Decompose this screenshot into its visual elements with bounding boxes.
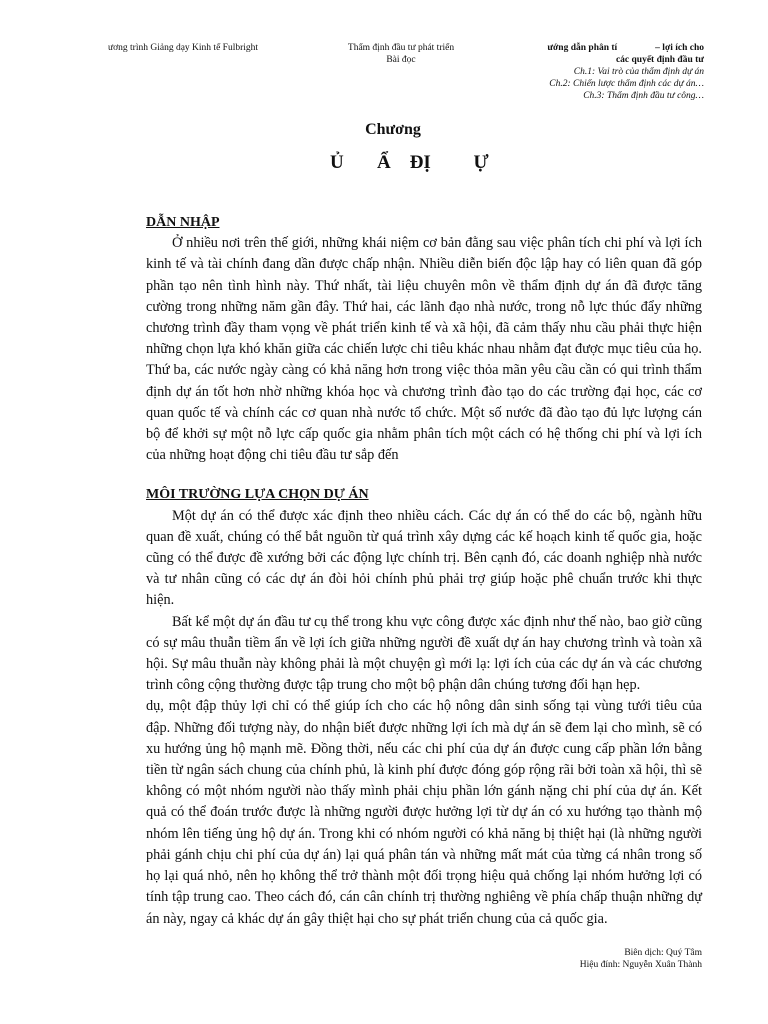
section-heading-environment: MÔI TRƯỜNG LỰA CHỌN DỰ ÁN [146, 487, 369, 503]
chapter-title: Ủ Ẩ ĐỊ Ự [330, 152, 489, 173]
footer-translator: Biên dịch: Quý Tâm [624, 948, 702, 958]
page-footer [580, 947, 702, 971]
header-course [342, 42, 460, 66]
header-document-info [547, 42, 704, 102]
header-chapter-2: Ch.2: Chiến lược thẩm định các dự án… [549, 79, 704, 89]
paragraph: Một dự án có thể được xác định theo nhiều cách. Các dự án có thể do các bộ, ngành hữu quan đề xuất, chúng có thể bắt nguồn từ quá trình xây dựng các kế hoạch kinh tế quốc gia, hoặc cũng có thể được đề xướng bởi các động lực chính trị. Bên cạnh đó, các doanh nghiệp nhà nước và tư nhân cũng có các dự án đòi hỏi chính phủ phải trợ giúp hoặc phê chuẩn trước khi thực hiện. [146, 507, 702, 609]
header-document-title: ướng dẫn phân tí – lợi ích cho [547, 43, 704, 53]
paragraph: Bất kể một dự án đầu tư cụ thể trong khu vực công được xác định như thế nào, bao giờ cũng có sự mâu thuẫn tiềm ẩn về lợi ích giữa những người đề xuất dự án hay chương trình và toàn xã hội. Sự mâu thuẫn này không phải là một chuyện gì mới lạ: lợi ích của các dự án và các chương trình công cộng thường được tập trung cho một bộ phận dân chúng tương đối hạn hẹp. [146, 613, 702, 694]
chapter-label: Chương [365, 121, 421, 138]
footer-editor: Hiệu đính: Nguyễn Xuân Thành [579, 960, 702, 970]
header-chapter-3: Ch.3: Thẩm định đầu tư công… [583, 91, 704, 101]
section-heading-intro: DẪN NHẬP [146, 215, 220, 230]
paragraph: dụ, một đập thủy lợi chỉ có thể giúp ích cho các hộ nông dân sinh sống tại vùng tưới tiêu của đập. Những đối tượng này, do nhận biết được những lợi ích mà dự án sẽ đem lại cho mình, sẽ có xu hướng ủng hộ mạnh mẽ. Đồng thời, nếu các chi phí của dự án được cung cấp phần lớn bằng tiền từ ngân sách chung của chính phủ, là kinh phí được đóng góp rộng rãi bởi toàn xã hội, thì sẽ không có một nhóm người nào thấy mình phải chịu phần lớn gánh nặng chi phí của dự án. Kết quả có thể đoán trước được là những người được hưởng lợi từ dự án có xu hướng tạo thành mộ nhóm lên tiếng ủng hộ dự án. Trong khi có nhóm người có khả năng bị thiệt hại (là những người phải gánh chịu chi phí của dự án) lại quá phân tán và những mất mát của từng cá nhân trong số họ lại quá nhỏ, nên họ không thể trở thành một đối trọng hiệu quả chống lại nhóm hưởng lợi có tính tập trung cao. Theo cách đó, cán cân chính trị thường nghiêng về phía chấp thuận những dự án này, ngay cả khác dự án gây thiệt hại cho sự phát triển chung của cả quốc gia. [146, 698, 702, 927]
header-program-name: ương trình Giảng dạy Kinh tế Fulbright [108, 43, 259, 53]
header-reading-label: Bài đọc [386, 55, 416, 65]
paragraph: Ở nhiều nơi trên thế giới, những khái niệm cơ bản đằng sau việc phân tích chi phí và lợi ích kinh tế và tài chính đang dần được chấp nhận. Nhiều diễn biến độc lập hay có liên quan đã góp phần tạo nên tình hình này. Thứ nhất, tài liệu chuyên môn về thẩm định dự án đã được tăng cường trong những năm gần đây. Thứ hai, các lãnh đạo nhà nước, trong nỗ lực thúc đẩy những chương trình đầy tham vọng về phát triển kinh tế và xã hội, đã cảm thấy nhu cầu phải thực hiện những chọn lựa khó khăn giữa các chiến lược chi tiêu khác nhau nhằm đạt được mục tiêu của họ. Thứ ba, các nước ngày càng có khả năng hơn trong việc thỏa mãn yêu cầu cần có qui trình thẩm định dự án tốt hơn nhờ những khóa học và chương trình đào tạo do các trường đại học, các cơ quan quốc tế và chính các cơ quan nhà nước tổ chức. Một số nước đã đào tạo đủ lực lượng cán bộ để khởi sự một nỗ lực cấp quốc gia nhằm phân tích một cách có hệ thống chi phí và lợi ích của những hoạt động chi tiêu đầu tư sắp đến [146, 235, 702, 464]
page-header [0, 42, 768, 104]
document-body [146, 212, 702, 930]
header-chapter-1: Ch.1: Vai trò của thẩm định dự án [573, 67, 704, 77]
header-course-title: Thẩm định đầu tư phát triển [347, 43, 455, 53]
header-document-subtitle: các quyết định đầu tư [615, 55, 704, 65]
